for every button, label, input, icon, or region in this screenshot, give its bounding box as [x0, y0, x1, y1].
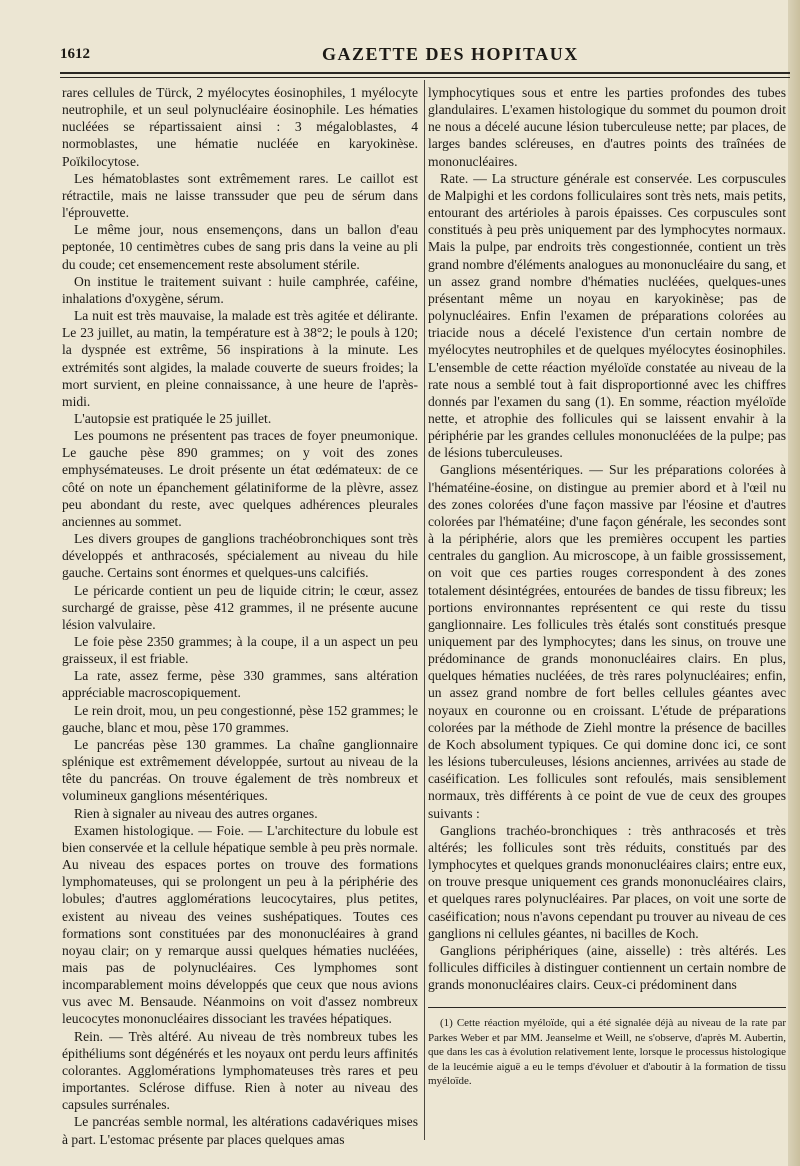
- paragraph: Le même jour, nous ensemençons, dans un ballon d'eau peptonée, 10 centimètres cubes de sang pris dans la veine au pli du coude; cet ensemencement reste absolument stérile.: [62, 222, 418, 272]
- paragraph: Le rein droit, mou, un peu congestionné, pèse 152 grammes; le gauche, blanc et mou, pèse 170 grammes.: [62, 702, 418, 735]
- footnote-rule: [428, 1007, 786, 1008]
- paragraph: Les divers groupes de ganglions trachéobronchiques sont très développés et anthracosés, spécialement au niveau du hile gauche. Certains sont énormes et quelques-uns calcifiés.: [62, 531, 418, 581]
- paragraph: La nuit est très mauvaise, la malade est très agitée et délirante. Le 23 juillet, au matin, la température est à 38°2; le pouls à 120; la dyspnée est extrême, 56 inspirations à la minute. Les extrémités sont algides, la malade couverte de sueurs froides; la mort survient, en pleine connaissance, à une heure de l'après-midi.: [62, 308, 418, 409]
- right-column: [428, 84, 786, 1088]
- paragraph: rares cellules de Türck, 2 myélocytes éosinophiles, 1 myélocyte neutrophile, et un seul polynucléaire éosinophile. Les hématies nucléées se répartissaient ainsi : 3 mégaloblastes, 4 normoblastes, une hématie nucléée en karyokinèse. Poïkilocytose.: [62, 85, 418, 169]
- header-rule-thin: [60, 77, 790, 78]
- column-divider: [424, 80, 425, 1140]
- paragraph: Les poumons ne présentent pas traces de foyer pneumonique. Le gauche pèse 890 grammes; on y voit des zones emphysémateuses. Le droit présente un état œdémateux: de ce côté on note un épanchement gélatiniforme de la plèvre, assez peu abondant du reste, avec quelques adhérences pleurales anciennes au sommet.: [62, 428, 418, 529]
- paragraph: Le foie pèse 2350 grammes; à la coupe, il a un aspect un peu graisseux, il est friable.: [62, 634, 418, 667]
- paragraph: Les hématoblastes sont extrêmement rares. Le caillot est rétractile, mais ne laisse transsuder que peu de sérum dans l'éprouvette.: [62, 170, 418, 221]
- paragraph: Le pancréas pèse 130 grammes. La chaîne ganglionnaire splénique est extrêmement développée, surtout au niveau de la tête du pancréas. On trouve également de très nombreux et volumineux ganglions mésentériques.: [62, 736, 418, 804]
- page-number: 1612: [60, 46, 90, 62]
- paragraph: La rate, assez ferme, pèse 330 grammes, sans altération appréciable macroscopiquement.: [62, 668, 418, 701]
- paragraph: L'autopsie est pratiquée le 25 juillet.: [74, 410, 272, 426]
- footnote: (1) Cette réaction myéloïde, qui a été signalée déjà au niveau de la rate par Parkes Weber et par MM. Jeanselme et Weill, ne s'observe, d'après M. Aubertin, que dans les cas à évolution relativement lente, lorsque le processus histologique de la leucémie aiguë a eu le temps d'évoluer et d'aboutir à la formation de tissu myéloïde.: [428, 1017, 786, 1087]
- paragraph: Le péricarde contient un peu de liquide citrin; le cœur, assez surchargé de graisse, pèse 412 grammes, il ne présente aucune lésion valvulaire.: [62, 582, 418, 632]
- paragraph: Rien à signaler au niveau des autres organes.: [74, 805, 318, 821]
- paragraph: lymphocytiques sous et entre les parties profondes des tubes glandulaires. L'examen histologique du sommet du poumon droit ne nous a décelé aucune lésion tuberculeuse nette; par places, de larges bandes scléreuses, en d'autres points des traînées de mononucléaires.: [428, 85, 786, 169]
- header-rule: [60, 72, 790, 74]
- paragraph: Ganglions trachéo-bronchiques : très anthracosés et très altérés; les follicules sont très réduits, constitués par des lymphocytes et quelques grands mononucléaires clairs; entre eux, on trouve presque uniquement ces grands mononucléaires clairs, et quelques rares polynucléaires. Par places, on voit une sorte de caséification; nous n'avons cependant pu trouver au niveau de ces ganglions ni cellules géantes, ni bacilles de Koch.: [428, 822, 786, 941]
- paragraph: Ganglions périphériques (aine, aisselle) : très altérés. Les follicules difficiles à distinguer contiennent un certain nombre de grands mononucléaires clairs. Ceux-ci prédominent dans: [428, 942, 786, 993]
- paragraph: Ganglions mésentériques. — Sur les préparations colorées à l'hématéine-éosine, on distingue au premier abord et à l'œil nu des zones colorées d'une façon massive par l'éosine et d'autres colorées par l'hématéine; d'une façon générale, les secondes sont à la périphérie, alors que les premières occupent les parties centrales du ganglion. Au microscope, à un faible grossissement, on voit que ces parties rouges correspondent à des zones totalement désintégrées, entourées de bandes de tissu fibreux; les portions environnantes représentent ce qui reste du tissu ganglionnaire. Les follicules très étalés sont constitués presque uniquement par des lymphocytes; dans les sinus, on trouve une prédominance de grands mononucléaires clairs. En plus, quelques hématies nucléées, de très rares polynucléaires; enfin, un assez grand nombre de fort belles cellules géantes avec noyaux en couronne ou en croissant. L'étude de préparations colorées par la méthode de Ziehl montre la présence de bacilles de Koch absolument typiques. Ce qui domine donc ici, ce sont les lésions tuberculeuses, lésions anciennes, arrivées au stade de caséification. Les follicules sont refoulés, mais sensiblement normaux, très différents à ce point de vue de ceux des groupes suivants :: [428, 462, 786, 821]
- left-column: [62, 84, 418, 1148]
- paragraph: Rate. — La structure générale est conservée. Les corpuscules de Malpighi et les cordons folliculaires sont très nets, mais petits, entourant des artérioles à parois épaisses. Ces corpuscules sont constitués à peu près uniquement par des lymphocytes normaux. Mais la pulpe, par endroits très congestionnée, contient un très grand nombre d'éléments analogues au mononucléaire du sang, et un assez grand nombre d'hématies nucléées, quelques-unes présentant même un noyau en karyokinèse; pas de polynucléaires. Enfin l'examen de préparations colorées au triacide nous a décelé l'existence d'un certain nombre de myélocytes neutrophiles et de quelques myélocytes éosinophiles. L'ensemble de cette réaction myéloïde constatée au niveau de la rate nous a semblé tout à fait disproportionné avec les chiffres donnés par l'examen du sang (1). En somme, réaction myéloïde nette, et atrophie des follicules qui se laissent envahir à la périphérie par les grandes cellules mononucléées de la pulpe; pas de lésions tuberculeuses.: [428, 170, 786, 461]
- page-edge: [788, 0, 800, 1166]
- paragraph: Examen histologique. — Foie. — L'architecture du lobule est bien conservée et la cellule hépatique semble à peu près normale. Au niveau des espaces portes on trouve des formations lymphomateuses, qui se prolongent un peu à la périphérie des lobules; d'autres agglomérations leucocytaires, plus petites, existent au niveau des veines sushépatiques. Toutes ces formations sont constituées par des mononucléaires à grand noyau clair; on y remarque aussi quelques hématies nucléées, mais pas de polynucléaires. Ces lymphomes sont incomparablement moins développés que ceux que nous avions vus avec M. Bensaude. Néanmoins on voit d'assez nombreux leucocytes mononucléaires dissociant les travées hépatiques.: [62, 822, 418, 1027]
- paragraph: Rein. — Très altéré. Au niveau de très nombreux tubes les épithéliums sont dégénérés et les noyaux ont perdu leurs affinités colorantes. Agglomérations lymphomateuses très rares et peu importantes. Sclérose diffuse. Rien à noter au niveau des capsules surrénales.: [62, 1028, 418, 1113]
- journal-title: GAZETTE DES HOPITAUX: [322, 44, 579, 64]
- paragraph: On institue le traitement suivant : huile camphrée, caféine, inhalations d'oxygène, sérum.: [62, 273, 418, 306]
- paragraph: Le pancréas semble normal, les altérations cadavériques mises à part. L'estomac présente par places quelques amas: [62, 1114, 418, 1147]
